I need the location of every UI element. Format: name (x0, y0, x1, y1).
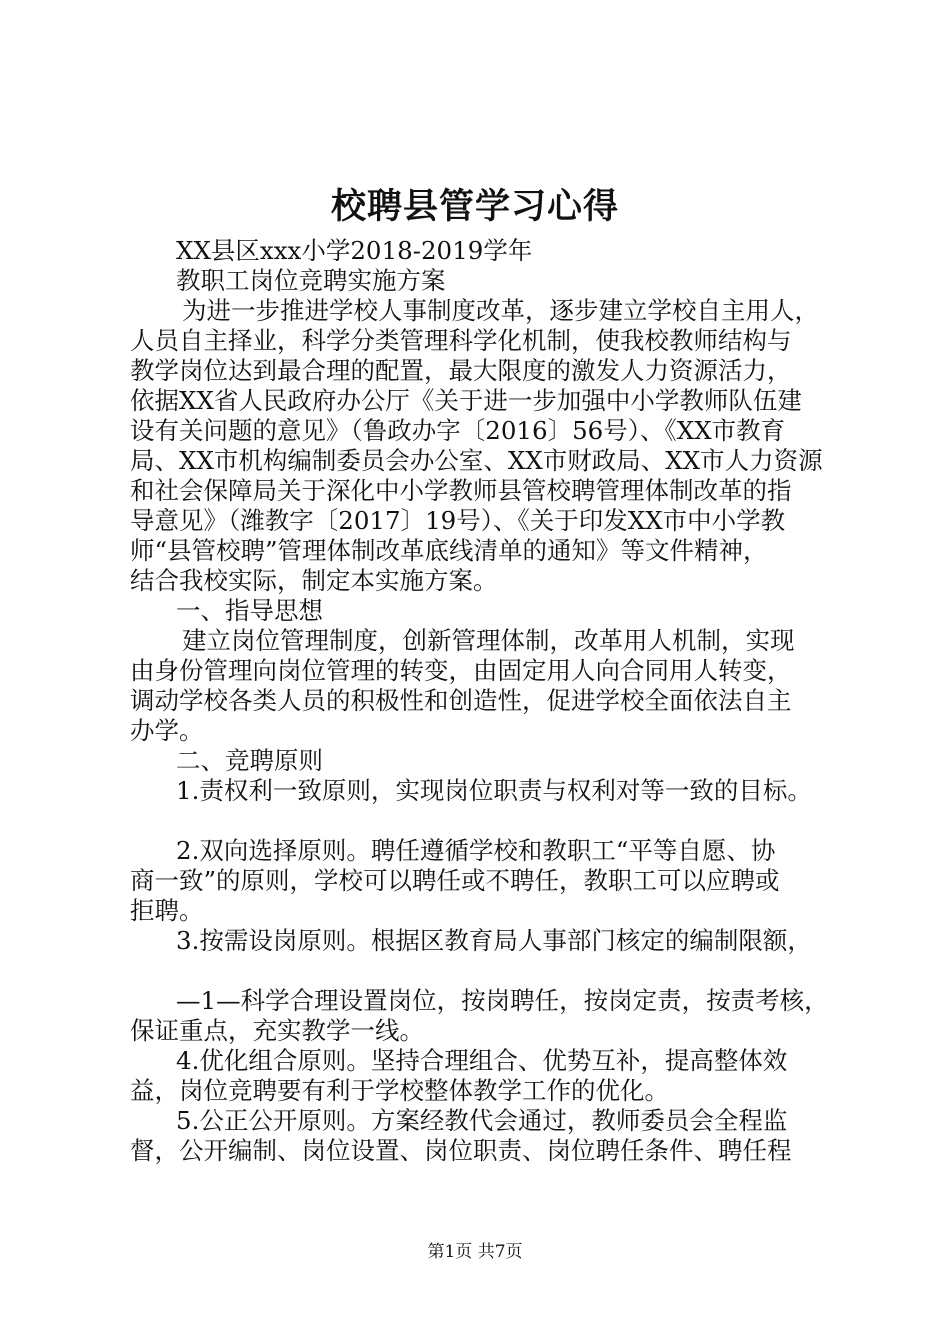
principle-item: 1.责权利一致原则，实现岗位职责与权利对等一致的目标。 (176, 776, 812, 805)
page-number: 第1页 共7页 (427, 1242, 523, 1262)
paragraph-line: —1—科学合理设置岗位，按岗聘任，按岗定责，按责考核， (176, 986, 829, 1015)
paragraph-line: 结合我校实际，制定本实施方案。 (130, 566, 498, 595)
paragraph-line: 办学。 (130, 716, 204, 745)
school-year-line: XX县区xxx小学2018-2019学年 (176, 236, 533, 265)
paragraph-line: 建立岗位管理制度，创新管理体制，改革用人机制，实现 (182, 626, 795, 655)
section-heading: 二、竞聘原则 (176, 746, 323, 775)
paragraph-line: 局、XX市机构编制委员会办公室、XX市财政局、XX市人力资源 (130, 446, 823, 475)
principle-item: 5.公正公开原则。方案经教代会通过，教师委员会全程监 (176, 1106, 788, 1135)
document-title: 校聘县管学习心得 (330, 186, 619, 227)
paragraph-line: 设有关问题的意见》（鲁政办字〔2016〕56号）、《XX市教育 (130, 416, 786, 445)
blank-line (130, 956, 840, 986)
paragraph-line: 由身份管理向岗位管理的转变，由固定用人向合同用人转变， (130, 656, 792, 685)
paragraph-line: 导意见》（潍教字〔2017〕19号）、《关于印发XX市中小学教 (130, 506, 786, 535)
paragraph-line: 调动学校各类人员的积极性和创造性，促进学校全面依法自主 (130, 686, 792, 715)
paragraph-line: 依据XX省人民政府办公厅《关于进一步加强中小学教师队伍建 (130, 386, 802, 415)
paragraph-line: 师“县管校聘”管理体制改革底线清单的通知》等文件精神， (130, 536, 768, 565)
principle-item: 2.双向选择原则。聘任遵循学校和教职工“平等自愿、协 (176, 836, 776, 865)
principle-item: 3.按需设岗原则。根据区教育局人事部门核定的编制限额， (176, 926, 812, 955)
paragraph-line: 保证重点，充实教学一线。 (130, 1016, 424, 1045)
section-heading: 一、指导思想 (176, 596, 323, 625)
paragraph-line: 和社会保障局关于深化中小学教师县管校聘管理体制改革的指 (130, 476, 792, 505)
paragraph-line: 督，公开编制、岗位设置、岗位职责、岗位聘任条件、聘任程 (130, 1136, 792, 1165)
paragraph-line: 商一致”的原则，学校可以聘任或不聘任，教职工可以应聘或 (130, 866, 780, 895)
paragraph-line: 拒聘。 (130, 896, 204, 925)
blank-line (130, 806, 840, 836)
plan-name-line: 教职工岗位竞聘实施方案 (176, 266, 446, 295)
principle-item: 4.优化组合原则。坚持合理组合、优势互补，提高整体效 (176, 1046, 788, 1075)
paragraph-line: 教学岗位达到最合理的配置，最大限度的激发人力资源活力， (130, 356, 792, 385)
paragraph-line: 为进一步推进学校人事制度改革，逐步建立学校自主用人， (182, 296, 819, 325)
document-body (130, 236, 840, 1166)
paragraph-line: 益，岗位竞聘要有利于学校整体教学工作的优化。 (130, 1076, 669, 1105)
paragraph-line: 人员自主择业，科学分类管理科学化机制，使我校教师结构与 (130, 326, 792, 355)
